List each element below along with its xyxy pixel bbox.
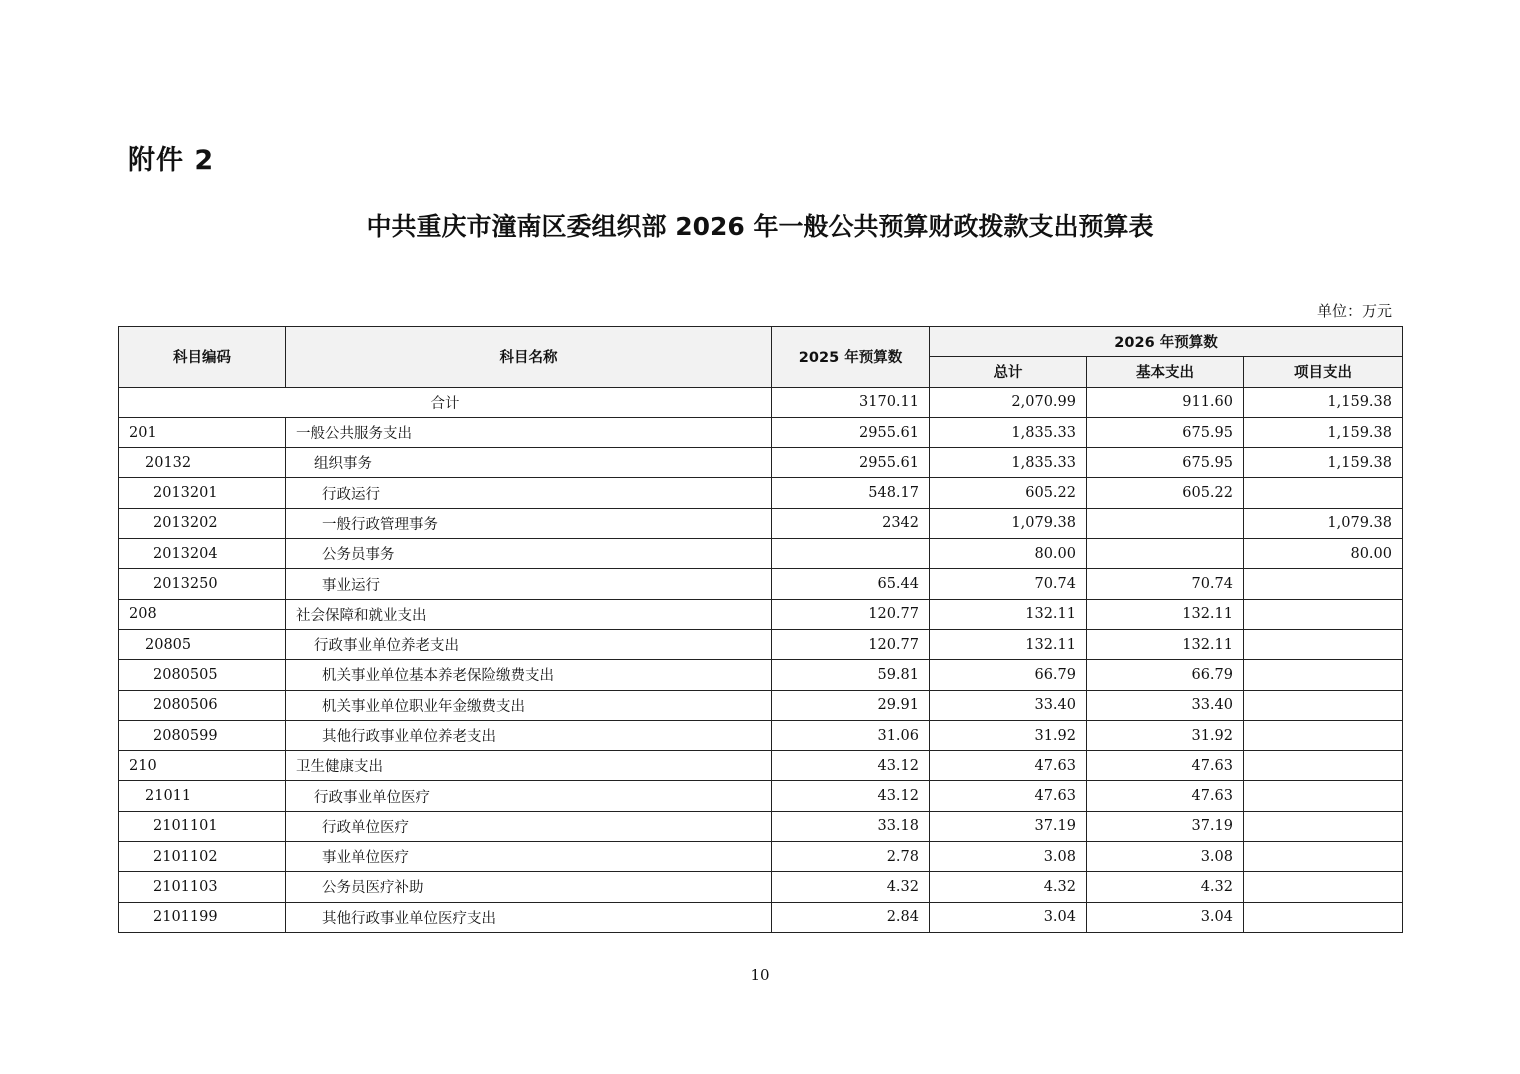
row-basic: 66.79 — [1087, 660, 1244, 690]
row-total: 3.04 — [930, 902, 1087, 932]
row-name: 机关事业单位职业年金缴费支出 — [286, 690, 772, 720]
row-project: 80.00 — [1244, 539, 1403, 569]
header-code: 科目编码 — [119, 327, 286, 388]
row-code: 2013250 — [119, 569, 286, 599]
row-total: 132.11 — [930, 629, 1087, 659]
total-total: 2,070.99 — [930, 387, 1087, 417]
row-project: 1,159.38 — [1244, 448, 1403, 478]
row-total: 47.63 — [930, 751, 1087, 781]
row-budget-2025: 2342 — [772, 508, 930, 538]
row-total: 1,835.33 — [930, 448, 1087, 478]
row-budget-2025: 31.06 — [772, 720, 930, 750]
row-code: 20132 — [119, 448, 286, 478]
row-name: 社会保障和就业支出 — [286, 599, 772, 629]
table-row — [119, 690, 1403, 720]
row-basic: 31.92 — [1087, 720, 1244, 750]
row-budget-2025: 2.84 — [772, 902, 930, 932]
row-project — [1244, 690, 1403, 720]
total-project: 1,159.38 — [1244, 387, 1403, 417]
header-budget-2026: 2026 年预算数 — [930, 327, 1403, 357]
row-basic: 47.63 — [1087, 781, 1244, 811]
row-basic — [1087, 539, 1244, 569]
row-budget-2025: 43.12 — [772, 781, 930, 811]
table-row — [119, 539, 1403, 569]
row-project — [1244, 629, 1403, 659]
attachment-label: 附件 2 — [128, 145, 215, 176]
row-name: 一般行政管理事务 — [286, 508, 772, 538]
row-budget-2025: 43.12 — [772, 751, 930, 781]
total-basic: 911.60 — [1087, 387, 1244, 417]
row-project — [1244, 842, 1403, 872]
row-project: 1,159.38 — [1244, 417, 1403, 447]
row-code: 21011 — [119, 781, 286, 811]
total-budget-2025: 3170.11 — [772, 387, 930, 417]
row-name: 事业单位医疗 — [286, 842, 772, 872]
row-code: 2101102 — [119, 842, 286, 872]
row-basic: 132.11 — [1087, 629, 1244, 659]
row-code: 2013204 — [119, 539, 286, 569]
budget-table — [118, 326, 1403, 933]
header-name: 科目名称 — [286, 327, 772, 388]
table-row — [119, 751, 1403, 781]
row-budget-2025 — [772, 539, 930, 569]
row-code: 2080506 — [119, 690, 286, 720]
row-code: 210 — [119, 751, 286, 781]
row-budget-2025: 65.44 — [772, 569, 930, 599]
row-budget-2025: 2955.61 — [772, 417, 930, 447]
row-name: 一般公共服务支出 — [286, 417, 772, 447]
row-project — [1244, 660, 1403, 690]
row-name: 行政事业单位医疗 — [286, 781, 772, 811]
row-basic: 132.11 — [1087, 599, 1244, 629]
table-row — [119, 629, 1403, 659]
row-budget-2025: 120.77 — [772, 629, 930, 659]
row-budget-2025: 548.17 — [772, 478, 930, 508]
row-budget-2025: 120.77 — [772, 599, 930, 629]
row-name: 公务员事务 — [286, 539, 772, 569]
total-label: 合计 — [119, 387, 772, 417]
row-budget-2025: 59.81 — [772, 660, 930, 690]
row-basic: 3.08 — [1087, 842, 1244, 872]
row-code: 20805 — [119, 629, 286, 659]
row-budget-2025: 4.32 — [772, 872, 930, 902]
row-basic: 675.95 — [1087, 448, 1244, 478]
table-row — [119, 417, 1403, 447]
row-name: 事业运行 — [286, 569, 772, 599]
table-row — [119, 478, 1403, 508]
row-basic: 675.95 — [1087, 417, 1244, 447]
table-row — [119, 842, 1403, 872]
table-row — [119, 569, 1403, 599]
row-budget-2025: 33.18 — [772, 811, 930, 841]
row-code: 2013202 — [119, 508, 286, 538]
row-name: 卫生健康支出 — [286, 751, 772, 781]
row-name: 行政运行 — [286, 478, 772, 508]
row-name: 组织事务 — [286, 448, 772, 478]
row-basic — [1087, 508, 1244, 538]
row-code: 2101199 — [119, 902, 286, 932]
row-name: 其他行政事业单位医疗支出 — [286, 902, 772, 932]
table-row — [119, 720, 1403, 750]
row-basic: 37.19 — [1087, 811, 1244, 841]
row-project — [1244, 902, 1403, 932]
row-project: 1,079.38 — [1244, 508, 1403, 538]
row-project — [1244, 720, 1403, 750]
header-budget-2025: 2025 年预算数 — [772, 327, 930, 388]
row-total: 37.19 — [930, 811, 1087, 841]
row-basic: 605.22 — [1087, 478, 1244, 508]
row-project — [1244, 872, 1403, 902]
header-basic: 基本支出 — [1087, 357, 1244, 387]
row-code: 2101103 — [119, 872, 286, 902]
row-code: 201 — [119, 417, 286, 447]
row-total: 605.22 — [930, 478, 1087, 508]
row-code: 208 — [119, 599, 286, 629]
row-name: 行政单位医疗 — [286, 811, 772, 841]
table-row — [119, 872, 1403, 902]
row-basic: 47.63 — [1087, 751, 1244, 781]
row-code: 2013201 — [119, 478, 286, 508]
row-total: 132.11 — [930, 599, 1087, 629]
row-name: 公务员医疗补助 — [286, 872, 772, 902]
row-basic: 4.32 — [1087, 872, 1244, 902]
page-number: 10 — [750, 966, 770, 984]
row-project — [1244, 569, 1403, 599]
row-code: 2080505 — [119, 660, 286, 690]
row-project — [1244, 751, 1403, 781]
row-basic: 70.74 — [1087, 569, 1244, 599]
unit-label: 单位：万元 — [1316, 302, 1392, 320]
row-total: 31.92 — [930, 720, 1087, 750]
row-project — [1244, 599, 1403, 629]
table-row — [119, 508, 1403, 538]
row-total: 1,079.38 — [930, 508, 1087, 538]
header-project: 项目支出 — [1244, 357, 1403, 387]
row-basic: 33.40 — [1087, 690, 1244, 720]
table-row — [119, 448, 1403, 478]
row-total: 3.08 — [930, 842, 1087, 872]
row-code: 2080599 — [119, 720, 286, 750]
row-project — [1244, 781, 1403, 811]
row-budget-2025: 2.78 — [772, 842, 930, 872]
table-row — [119, 902, 1403, 932]
row-budget-2025: 29.91 — [772, 690, 930, 720]
row-total: 1,835.33 — [930, 417, 1087, 447]
row-budget-2025: 2955.61 — [772, 448, 930, 478]
table-row — [119, 660, 1403, 690]
row-total: 47.63 — [930, 781, 1087, 811]
page-title: 中共重庆市潼南区委组织部 2026 年一般公共预算财政拨款支出预算表 — [366, 212, 1154, 241]
table-row — [119, 781, 1403, 811]
row-basic: 3.04 — [1087, 902, 1244, 932]
row-total: 4.32 — [930, 872, 1087, 902]
table-row — [119, 599, 1403, 629]
header-total: 总计 — [930, 357, 1087, 387]
row-total: 70.74 — [930, 569, 1087, 599]
table-row — [119, 811, 1403, 841]
row-total: 66.79 — [930, 660, 1087, 690]
row-code: 2101101 — [119, 811, 286, 841]
row-name: 行政事业单位养老支出 — [286, 629, 772, 659]
row-name: 其他行政事业单位养老支出 — [286, 720, 772, 750]
row-project — [1244, 811, 1403, 841]
row-project — [1244, 478, 1403, 508]
total-row — [119, 387, 1403, 417]
row-total: 80.00 — [930, 539, 1087, 569]
row-total: 33.40 — [930, 690, 1087, 720]
row-name: 机关事业单位基本养老保险缴费支出 — [286, 660, 772, 690]
